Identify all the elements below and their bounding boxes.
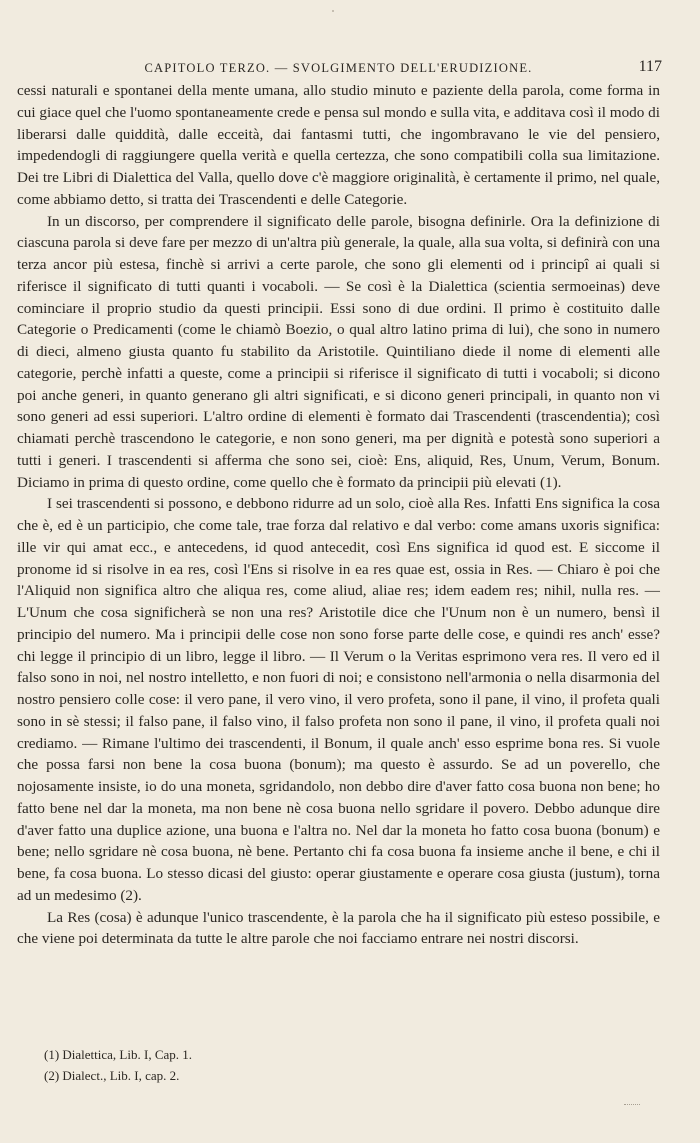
paper-mark [624, 1104, 640, 1107]
paper-speck [332, 10, 334, 12]
page-number: 117 [638, 58, 662, 75]
footnote-2: (2) Dialect., Lib. I, cap. 2. [44, 1068, 180, 1083]
paragraph-3: I sei trascendenti si possono, e debbono ridurre ad un solo, cioè alla Res. Infatti Ens significa la cosa che è, ed è un participio, che come tale, trae forza dal relativo e dal verbo: come amans uxoris significa: ille vir qui amat ecc., e antecedens, id quod antecedit, così Ens significa id quod est. E siccome il pronome id si risolve in ea res, così l'Ens si risolve in ea res quae est, ossia in Res. — Chiaro è poi che l'Aliquid non significa altro che aliqua res, come aliud, aliae res; idem eadem res; nihil, nulla res. — L'Unum che cosa significherà se non una res? Aristotile dice che l'Unum non è un numero, bensì il principio del numero. Ma i principii delle cose non sono forse parte delle cose, e quindi res anch' esse? chi legge il principio di un libro, legge il libro. — Il Verum o la Veritas esprimono vera res. Il vero ed il falso sono in noi, nel nostro intelletto, e non fuori di noi; e consistono nell'armonia o nella disarmonia del nostro pensiero colle cose: il vero pane, il vero vino, il vero profeta, sono il pane, il vino, il profeta quali sono in sè stessi; il falso pane, il falso vino, il falso profeta non sono il pane, il vino, il profeta quali noi crediamo. — Rimane l'ultimo dei trascendenti, il Bonum, il quale anch' esso esprime bona res. Si vuole che possa farsi non bene la cosa buona (bonum); ma questo è assurdo. Se ad un poverello, che nojosamente insiste, io do una moneta, sgridandolo, non debbo dire d'aver fatto cosa buona non bene; ho fatto bene nel dar la moneta, ma non bene nè cosa buona nello sgridare il povero. Debbo adunque dire d'aver fatto una duplice azione, una buona e l'altra no. Nel dar la moneta ho fatto cosa buona (bonum) e bene; nello sgridare nè cosa buona, nè bene. Pertanto chi fa cosa buona fa insieme anche il bene, e chi il bene, fa cosa buona. Lo stesso dicasi del giusto: operar giustamente e operare cosa giusta (justum), torna ad un medesimo (2). [17, 495, 660, 904]
paragraph-1: cessi naturali e spontanei della mente umana, allo studio minuto e paziente della parola, come forma in cui giace quel che l'uomo spontaneamente crede e pensa sul mondo e sulla vita, e additava così il modo di liberarsi dalle quiddità, dalle ecceità, dai fantasmi tutti, che ingombravano le vie del pensiero, impedendogli di raggiungere quella verità e quella certezza, che sono compatibili colla sua limitazione. Dei tre Libri di Dialettica del Valla, quello dove c'è maggiore originalità, è certamente il primo, nel quale, come abbiamo detto, si tratta dei Trascendenti e delle Categorie. [17, 82, 660, 208]
footnote-1: (1) Dialettica, Lib. I, Cap. 1. [44, 1047, 193, 1062]
page-header [17, 58, 660, 80]
paragraph-2: In un discorso, per comprendere il significato delle parole, bisogna definirle. Ora la definizione di ciascuna parola si deve fare per mezzo di un'altra più generale, la quale, alla sua volta, si definirà con una terza ancor più estesa, finchè si arrivi a certe parole, che sono gli elementi od i principî ai quali si riferisce il significato di tutti quanti i vocaboli. — Se così è la Dialettica (scientia sermoeinas) deve cominciare il proprio studio da questi principii. Essi sono di due ordini. Il primo è costituito dalle Categorie o Predicamenti (come le chiamò Boezio, o qual altro latino prima di lui), che sono in numero di dieci, almeno giusta quanto fu stabilito da Aristotile. Quintiliano diede il nome di elementi alle categorie, perchè infatti a queste, come a principii si riferisce il significato di tutti i vocaboli; si dicono poi anche generi, in quanto generano gli altri significati, e si dicono generi principali, in quanto non vi sono generi ad essi superiori. L'altro ordine di elementi è formato dai Trascendenti (trascendentia); così chiamati perchè trascendono le categorie, e non sono generi, ma per dignità e potestà sono superiori a tutti i generi. I trascendenti si afferma che sono sei, cioè: Ens, aliquid, Res, Unum, Verum, Bonum. Diciamo in prima di questo ordine, come quello che è formato da principii più elevati (1). [17, 212, 660, 491]
body-text [17, 80, 660, 950]
running-head: CAPITOLO TERZO. — SVOLGIMENTO DELL'ERUDIZIONE. [144, 61, 533, 75]
paragraph-4: La Res (cosa) è adunque l'unico trascendente, è la parola che ha il significato più esteso possibile, e che viene poi determinata da tutte le altre parole che noi facciamo entrare nei nostri discorsi. [17, 908, 660, 948]
footnotes [44, 1044, 644, 1086]
